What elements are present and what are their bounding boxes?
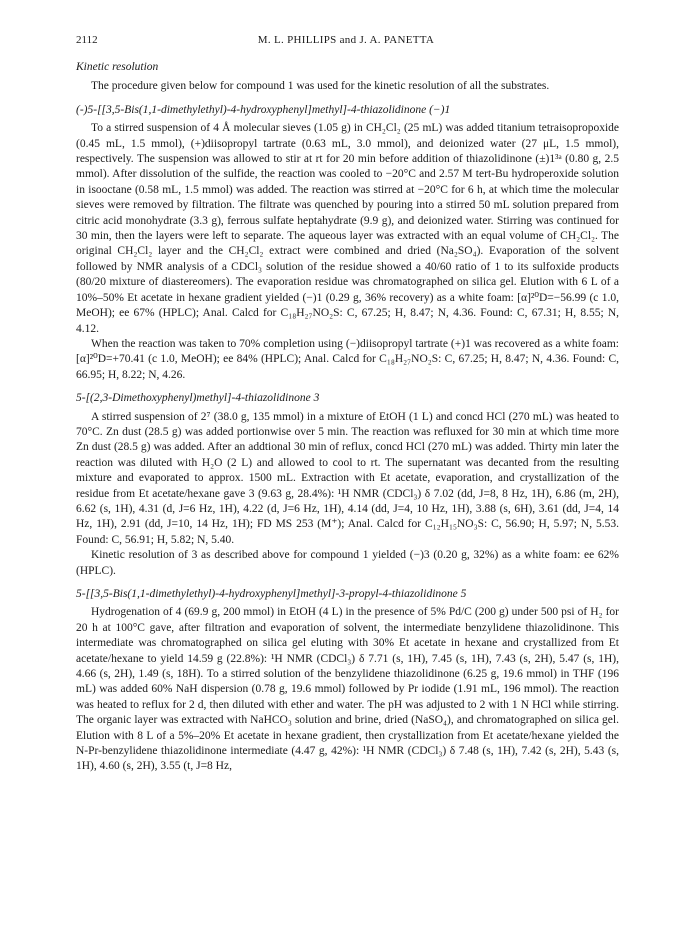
paragraph: To a stirred suspension of 4 Å molecular sieves (1.05 g) in CH₂Cl₂ (25 mL) was added titanium tetraisopropoxide (0.45 mL, 1.5 mmol), (+)diisopropyl tartrate (0.63 mL, 3.0 mmol), and deionized water (27 μL, 1.5 mmol), respectively. The suspension was allowed to stir at rt for 20 min before addition of thiazolidinone (±)1³ᵃ (0.80 g, 2.5 mmol). After dissolution of the sulfide, the reaction was cooled to −20°C and 2.57 M tert-Bu hydroperoxide solution in isooctane (0.58 mL, 1.5 mmol) was added. The reaction was stirred at −20°C for 6 h, at which time the molecular sieves were removed by filtration. The filtrate was quenched by pouring into a stirred 50 mL solution prepared from citric acid monohydrate (3.3 g), ferrous sulfate heptahydrate (9.9 g), and deionized water. Stirring was continued for 30 min, then the layers were left to separate. The aqueous layer was extracted with an equal volume of CH₂Cl₂. The original CH₂Cl₂ layer and the CH₂Cl₂ extract were combined and dried (Na₂SO₄). Evaporation of the solvent followed by NMR analysis of a CDCl₃ solution of the residue showed a 40/60 ratio of 1 to its sulfoxide products (80/20 mixture of diastereomers). The evaporation residue was chromatographed on silica gel. Elution with 6 L of a 10%–50% Et acetate in hexane gradient yielded (−)1 (0.29 g, 36% recovery) as a white foam: [α]²⁰D=−56.99 (c 1.0, MeOH); ee 67% (HPLC); Anal. Calcd for C₁₈H₂₇NO₂S: C, 67.25; H, 8.47; N, 4.36. Found: C, 67.31; H, 8.55; N, 4.12.	[76, 122, 619, 335]
paragraph: Hydrogenation of 4 (69.9 g, 200 mmol) in EtOH (4 L) in the presence of 5% Pd/C (200 g) under 500 psi of H₂ for 20 h at 100°C gave, after filtration and evaporation of solvent, the intermediate benzylidene thiazolidinone. This intermediate was chromatographed on silica gel eluting with 30% Et acetate in hexane and crystallized from Et acetate/hexane to yield 14.59 g (22.8%): ¹H NMR (CDCl₃) δ 7.71 (s, 1H), 7.45 (s, 1H), 7.43 (s, 2H), 5.47 (s, 1H), 4.66 (s, 2H), 1.49 (s, 18H). To a stirred solution of the benzylidene thiazolidinone (6.25 g, 19.6 mmol) in THF (196 mL) was added 60% NaH dispersion (0.78 g, 19.6 mmol) followed by Pr iodide (1.91 mL, 196 mmol). The reaction was heated to reflux for 2 d, then diluted with ether and water. The pH was adjusted to 2 with 1 N HCl while stirring. The organic layer was extracted with NaHCO₃ solution and brine, dried (NaSO₄), and chromatographed on silica gel. Elution with 8 L of a 5%–20% Et acetate in hexane gradient, then crystallization from Et acetate/hexane yielded the N-Pr-benzylidene thiazolidinone intermediate (4.47 g, 42%): ¹H NMR (CDCl₃) δ 7.48 (s, 1H), 7.42 (s, 2H), 5.43 (s, 1H), 4.60 (s, 2H), 3.55 (t, J=8 Hz,	[76, 606, 619, 773]
paragraph: The procedure given below for compound 1 was used for the kinetic resolution of all the substrates.	[91, 80, 550, 93]
page-header	[76, 34, 616, 50]
section-heading: (-)5-[[3,5-Bis(1,1-dimethylethyl)-4-hydroxyphenyl]methyl]-4-thiazolidinone (−)1	[76, 103, 451, 116]
paragraph: When the reaction was taken to 70% completion using (−)diisopropyl tartrate (+)1 was recovered as a white foam: [α]²⁰D=+70.41 (c 1.0, MeOH); ee 84% (HPLC); Anal. Calcd for C₁₈H₂₇NO₂S: C, 67.25; H, 8.47; N, 4.36. Found: C, 66.95; H, 8.22; N, 4.26.	[76, 337, 619, 381]
section-heading: Kinetic resolution	[76, 61, 159, 73]
paragraph: A stirred suspension of 2⁷ (38.0 g, 135 mmol) in a mixture of EtOH (1 L) and concd HCl (270 mL) was heated to 70°C. Zn dust (28.5 g) was added portionwise over 5 min. The reaction was refluxed for 30 min at which time more Zn dust (28.5 g) was added. After an addtional 30 min of reflux, concd HCl (270 mL) was added. Thirty min later the reaction was diluted with H₂O (2 L) and allowed to cool to rt. The supernatant was decanted from the resulting mixture and evaporated to approx. 1500 mL. Extraction with Et acetate, evaporation, and crystallization of the residue from Et acetate/hexane gave 3 (9.63 g, 28.4%): ¹H NMR (CDCl₃) δ 7.02 (dd, J=8, 8 Hz, 1H), 6.86 (m, 2H), 6.62 (s, 1H), 4.31 (d, J=6 Hz, 1H), 4.22 (d, J=6 Hz, 1H), 4.14 (dd, J=4, 10 Hz, 1H), 3.88 (s, 6H), 3.61 (dd, J=4, 14 Hz, 1H), 2.91 (dd, J=10, 14 Hz, 1H); FD MS 253 (M⁺); Anal. Calcd for C₁₂H₁₅NO₃S: C, 56.90; H, 5.97; N, 5.53. Found: C, 56.91; H, 5.82; N, 5.40.	[76, 410, 619, 546]
article-body	[76, 60, 619, 775]
section-heading: 5-[[3,5-Bis(1,1-dimethylethyl)-4-hydroxyphenyl]methyl]-3-propyl-4-thiazolidinone 5	[76, 588, 467, 600]
page-number: 2112	[76, 34, 98, 46]
running-head: M. L. PHILLIPS and J. A. PANETTA	[257, 34, 435, 46]
section-heading: 5-[(2,3-Dimethoxyphenyl)methyl]-4-thiazolidinone 3	[76, 392, 320, 405]
paragraph: Kinetic resolution of 3 as described above for compound 1 yielded (−)3 (0.20 g, 32%) as a white foam: ee 62% (HPLC).	[76, 549, 619, 577]
